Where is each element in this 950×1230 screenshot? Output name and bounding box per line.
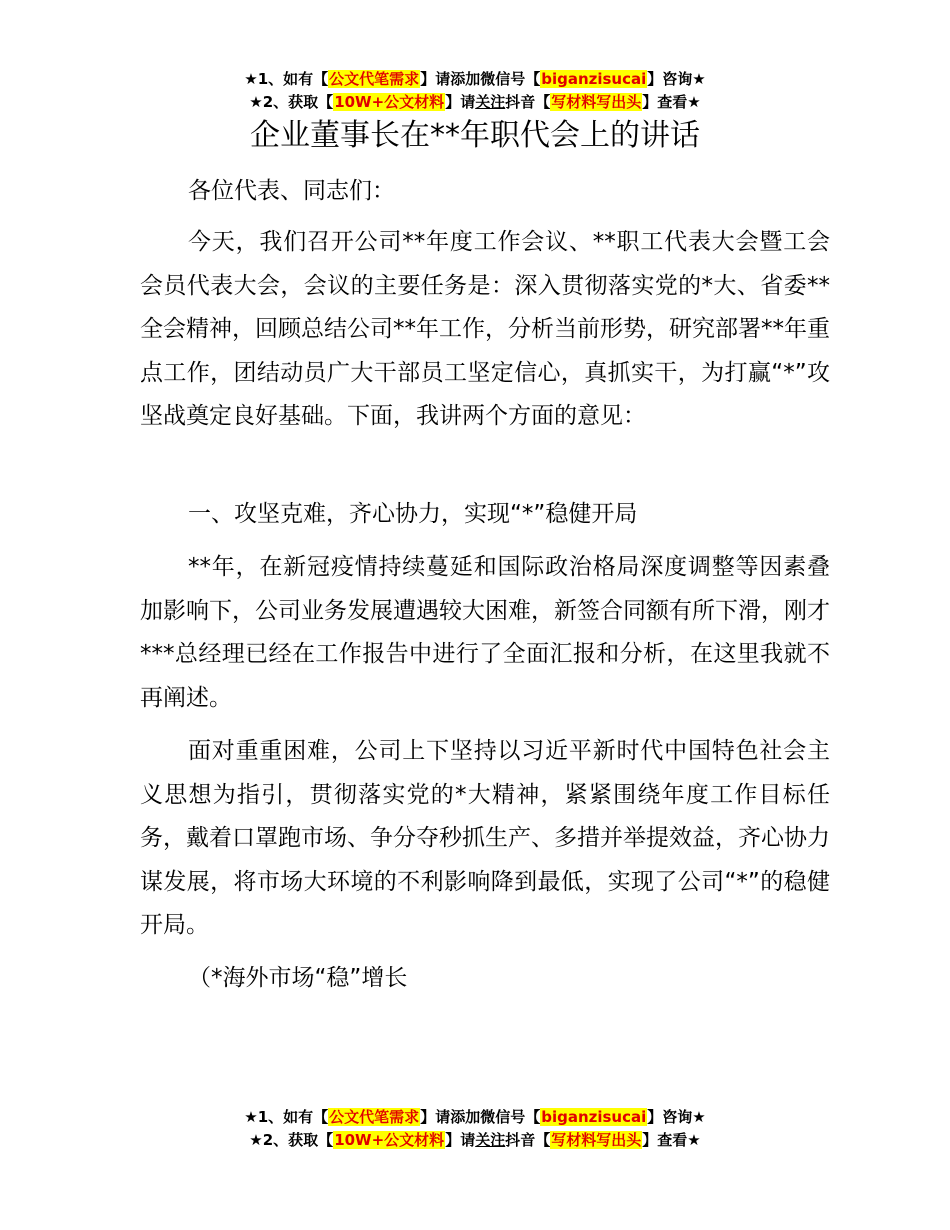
highlight-douyin-account: 写材料写出头: [551, 93, 642, 111]
promo-line-2: [0, 91, 950, 114]
promo-follow-text: 关注: [475, 1131, 506, 1149]
body-paragraph-2: **年，在新冠疫情持续蔓延和国际政治格局深度调整等因素叠加影响下，公司业务发展遭遇较大困难，新签合同额有所下滑，刚才***总经理已经在工作报告中进行了全面汇报和分析，在这里我就不再阐述。: [140, 554, 830, 711]
document-title: 企业董事长在**年职代会上的讲话: [250, 118, 700, 153]
promo-text: 】请添加微信号【: [420, 1108, 541, 1126]
promo-text: 】查看★: [642, 93, 701, 111]
section-heading-1: 一、攻坚克难，齐心协力，实现“*”稳健开局: [188, 501, 638, 527]
promo-text: 】咨询★: [647, 70, 706, 88]
promo-line-1: [0, 68, 950, 91]
promo-text: 】查看★: [642, 1131, 701, 1149]
promo-line-2: [0, 1129, 950, 1152]
promo-text: 】请: [445, 1131, 476, 1149]
highlight-wechat-id: biganzisucai: [541, 70, 647, 88]
promo-text: ★1、如有【: [244, 1108, 329, 1126]
promo-text: 抖音【: [505, 1131, 551, 1149]
promo-line-1: [0, 1106, 950, 1129]
promo-text: 】请添加微信号【: [420, 70, 541, 88]
promo-text: ★2、获取【: [249, 1131, 334, 1149]
promo-text: ★2、获取【: [249, 93, 334, 111]
salutation: 各位代表、同志们：: [188, 178, 395, 204]
intro-paragraph: 今天，我们召开公司**年度工作会议、**职工代表大会暨工会会员代表大会，会议的主要任务是：深入贯彻落实党的*大、省委**全会精神，回顾总结公司**年工作，分析当前形势，研究部署**年重点工作，团结动员广大干部员工坚定信心，真抓实干，为打赢“*”攻坚战奠定良好基础。下面，我讲两个方面的意见：: [140, 229, 830, 430]
promo-text: 】咨询★: [647, 1108, 706, 1126]
promo-text: 抖音【: [505, 93, 551, 111]
highlight-materials: 10W+公文材料: [334, 93, 445, 111]
subheading-1: （*海外市场“稳”增长: [188, 965, 408, 991]
promo-banner-bottom: [0, 1106, 950, 1152]
highlight-wechat-id: biganzisucai: [541, 1108, 647, 1126]
highlight-materials: 10W+公文材料: [334, 1131, 445, 1149]
promo-banner-top: [0, 68, 950, 114]
highlight-ghostwriting: 公文代笔需求: [329, 1108, 420, 1126]
highlight-douyin-account: 写材料写出头: [551, 1131, 642, 1149]
highlight-ghostwriting: 公文代笔需求: [329, 70, 420, 88]
body-paragraph-3: 面对重重困难，公司上下坚持以习近平新时代中国特色社会主义思想为指引，贯彻落实党的*大精神，紧紧围绕年度工作目标任务，戴着口罩跑市场、争分夺秒抓生产、多措并举提效益，齐心协力谋发展，将市场大环境的不利影响降到最低，实现了公司“*”的稳健开局。: [140, 738, 830, 939]
promo-text: 】请: [445, 93, 476, 111]
promo-follow-text: 关注: [475, 93, 506, 111]
promo-text: ★1、如有【: [244, 70, 329, 88]
